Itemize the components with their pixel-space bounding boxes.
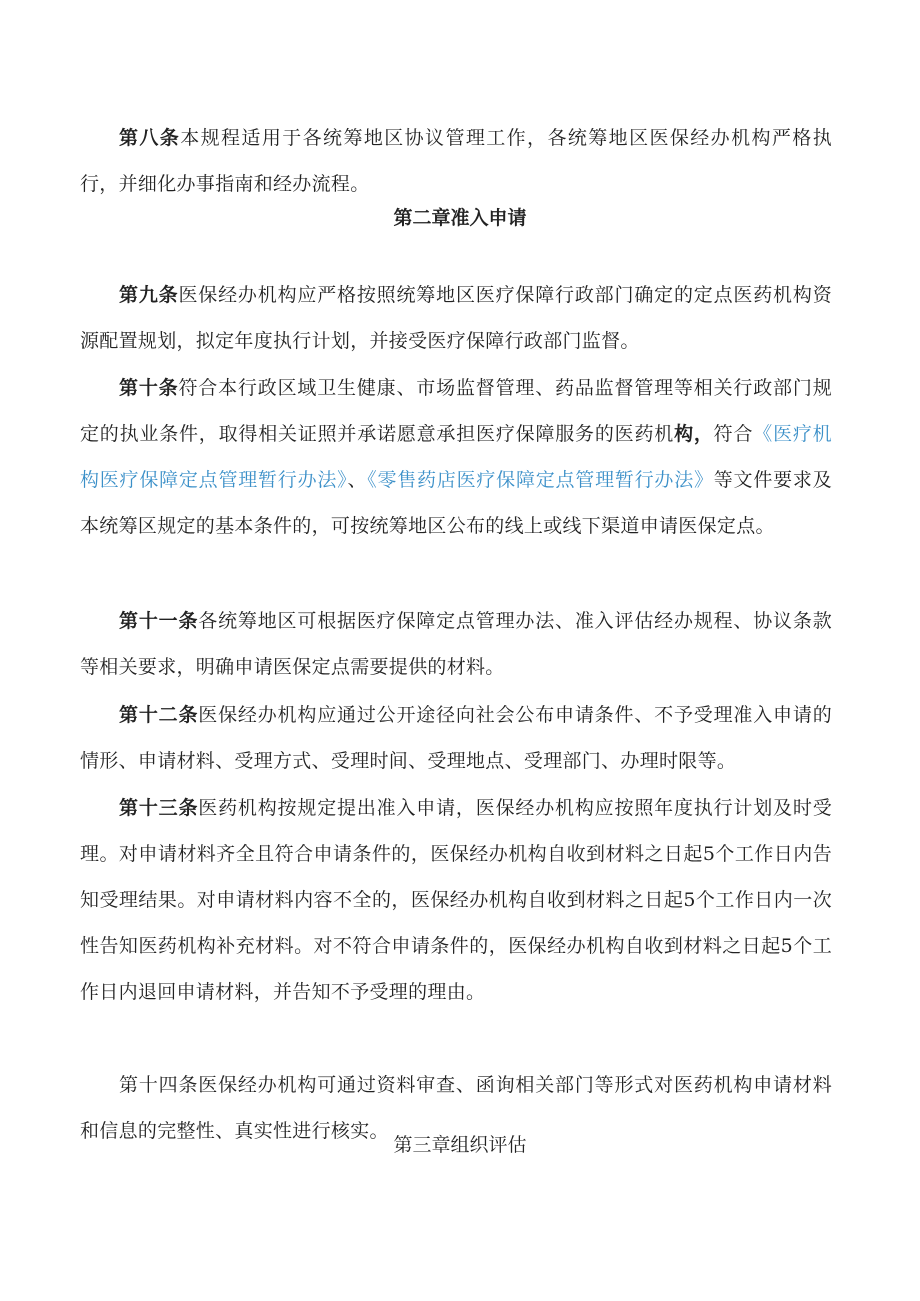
article-10-text-bold: 构，: [674, 423, 714, 445]
article-10-text-a: 符合本行政区域卫生健康、市场监督管理、药品监督管理等相关行政部门规定的执业条件，取得相关证照并承诺愿意承担医疗保障服务的医药机: [80, 377, 832, 445]
medical-institution-regulation-link[interactable]: 《医疗机构医疗保障定点管理暂行办法》: [80, 423, 832, 491]
article-11-text: 各统筹地区可根据医疗保障定点管理办法、准入评估经办规程、协议条款等相关要求，明确申请医保定点需要提供的材料。: [80, 610, 832, 678]
article-12-text: 医保经办机构应通过公开途径向社会公布申请条件、不予受理准入申请的情形、申请材料、受理方式、受理时间、受理地点、受理部门、办理时限等。: [80, 704, 832, 772]
article-10: [80, 365, 832, 549]
chapter-3-title: 第三章组织评估: [393, 1134, 527, 1156]
chapter-2-title: 第二章准入申请: [393, 207, 527, 229]
article-12-label: 第十二条: [119, 704, 199, 726]
article-10-text-c: 等文件要求及本统筹区规定的基本条件的，可按统筹地区公布的线上或线下渠道申请医保定点。: [80, 469, 832, 537]
article-10-text-b: 符合: [713, 423, 754, 445]
article-9-text: 医保经办机构应严格按照统筹地区医疗保障行政部门确定的定点医药机构资源配置规划，拟定年度执行计划，并接受医疗保障行政部门监督。: [80, 284, 832, 352]
article-8: [80, 115, 832, 207]
article-8-label: 第八条: [119, 127, 181, 149]
article-11: [80, 598, 832, 690]
retail-pharmacy-regulation-link[interactable]: 《零售药店医疗保障定点管理暂行办法》: [367, 469, 714, 491]
article-8-text: 本规程适用于各统筹地区协议管理工作，各统筹地区医保经办机构严格执行，并细化办事指南和经办流程。: [80, 127, 832, 195]
article-13-text: 医药机构按规定提出准入申请，医保经办机构应按照年度执行计划及时受理。对申请材料齐全且符合申请条件的，医保经办机构自收到材料之日起5个工作日内告知受理结果。对申请材料内容不全的，医保经办机构自收到材料之日起5个工作日内一次性告知医药机构补充材料。对不符合申请条件的，医保经办机构自收到材料之日起5个工作日内退回申请材料，并告知不予受理的理由。: [80, 797, 832, 1003]
article-12: [80, 692, 832, 784]
article-9-label: 第九条: [119, 284, 179, 306]
article-14-text: 第十四条医保经办机构可通过资料审查、函询相关部门等形式对医药机构申请材料和信息的完整性、真实性进行核实。: [80, 1074, 832, 1142]
article-10-label: 第十条: [119, 377, 179, 399]
article-11-label: 第十一条: [119, 610, 199, 632]
article-13: [80, 785, 832, 1015]
article-9: [80, 272, 832, 364]
article-10-separator: 、: [347, 469, 368, 491]
article-13-label: 第十三条: [119, 797, 199, 819]
